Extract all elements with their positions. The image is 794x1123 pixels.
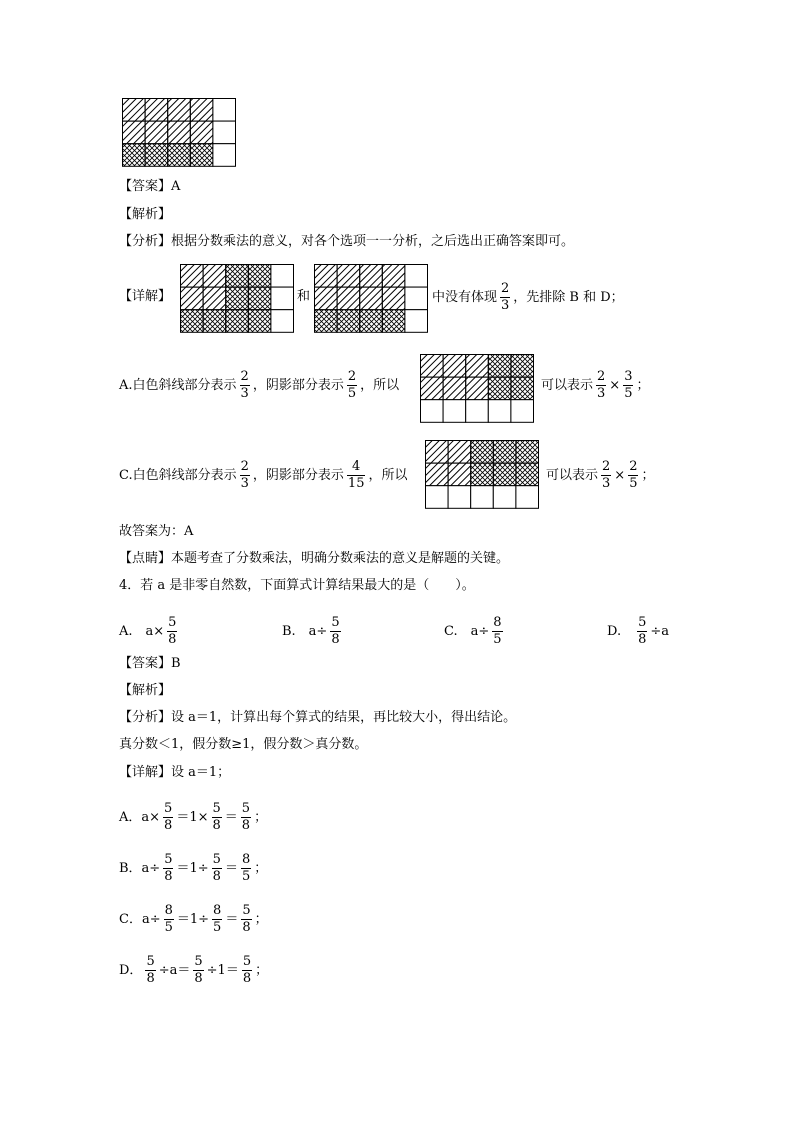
diagonal-hatched-cell <box>203 265 226 288</box>
cross-hatched-cell <box>181 310 204 333</box>
answer-line-1 <box>119 178 180 196</box>
fraction: $\frac{8}{5}$ <box>493 615 502 647</box>
fraction: $\frac{2}{3}$ <box>240 369 249 401</box>
blank-cell <box>448 486 471 509</box>
figure-grid-option-a <box>420 354 534 423</box>
calc-d-l0: D． <box>119 962 143 978</box>
cross-hatched-cell <box>203 310 226 333</box>
fenxi-line-2 <box>119 709 516 727</box>
choice-b-pre: B. a÷ <box>282 623 328 639</box>
fraction: $\frac{5}{8}$ <box>146 954 155 986</box>
blank-cell <box>271 310 294 333</box>
fraction-2-3: $\frac{2}{3}$ <box>501 281 510 313</box>
cross-hatched-cell <box>511 377 534 400</box>
diagonal-hatched-cell <box>123 121 146 144</box>
blank-cell <box>466 400 489 423</box>
diagonal-hatched-cell <box>466 355 489 378</box>
fraction: $\frac{5}{8}$ <box>241 801 251 833</box>
diagonal-hatched-cell <box>315 287 338 310</box>
blank-cell <box>516 486 539 509</box>
grid-svg <box>425 440 539 509</box>
answer-value: A <box>171 179 181 194</box>
calc-c-l2: ＝1÷ <box>176 911 210 927</box>
calc-c-l1: C．a÷ <box>119 911 161 927</box>
fenxi-label: 【分析】 <box>119 710 172 725</box>
question-4 <box>119 577 475 595</box>
fraction: $\frac{5}{8}$ <box>212 852 221 884</box>
opt-c-t2: ，阴影部分表示 <box>252 467 344 483</box>
blank-cell <box>421 400 444 423</box>
grid-svg <box>180 264 294 333</box>
fraction: $\frac{5}{8}$ <box>194 954 203 986</box>
diagonal-hatched-cell <box>360 265 383 288</box>
cross-hatched-cell <box>226 265 249 288</box>
cross-hatched-cell <box>123 144 146 167</box>
fraction: $\frac{8}{5}$ <box>241 852 251 884</box>
analysis-heading-2 <box>119 682 171 700</box>
fraction: $\frac{5}{8}$ <box>242 903 251 935</box>
fraction: $\frac{2}{3}$ <box>597 369 606 401</box>
cross-hatched-cell <box>315 310 338 333</box>
figure-grid-detail-b <box>314 264 428 333</box>
cross-hatched-cell <box>190 144 213 167</box>
calc-a-l4: ； <box>254 809 268 825</box>
dianjing-label: 【点睛】 <box>119 551 172 566</box>
opt-a-t4: 可以表示 <box>541 377 594 393</box>
fraction: $\frac{5}{8}$ <box>638 615 647 647</box>
cross-hatched-cell <box>226 287 249 310</box>
calc-a-l3: ＝ <box>224 809 238 825</box>
opt-c-t4: 可以表示 <box>546 467 599 483</box>
grid-svg <box>314 264 428 333</box>
diagonal-hatched-cell <box>145 99 168 122</box>
conclusion-text: 故答案为：A <box>119 524 194 539</box>
fraction: $\frac{2}{5}$ <box>347 369 357 401</box>
diagonal-hatched-cell <box>443 377 466 400</box>
blank-cell <box>213 121 236 144</box>
xiangjie-label: 【详解】 <box>119 765 172 780</box>
cross-hatched-cell <box>511 355 534 378</box>
cross-hatched-cell <box>226 310 249 333</box>
blank-cell <box>426 486 449 509</box>
calc-b-l3: ＝ <box>224 860 238 876</box>
cross-hatched-cell <box>471 441 494 464</box>
diagonal-hatched-cell <box>448 441 471 464</box>
fraction: $\frac{8}{5}$ <box>213 903 222 935</box>
calc-b <box>119 853 267 884</box>
diagonal-hatched-cell <box>181 265 204 288</box>
opt-c-t3: ，所以 <box>368 467 408 483</box>
calc-b-l4: ； <box>254 860 268 876</box>
fraction: $\frac{2}{3}$ <box>602 459 611 491</box>
option-a-explanation <box>119 370 399 401</box>
xiangjie-text2: ，先排除 B 和 D； <box>513 289 624 305</box>
diagonal-hatched-cell <box>168 121 191 144</box>
calc-d-l1: ÷a＝ <box>158 962 191 978</box>
blank-cell <box>443 400 466 423</box>
choice-d <box>607 616 669 647</box>
fraction: $\frac{5}{8}$ <box>164 801 173 833</box>
analysis-heading-1 <box>119 206 171 224</box>
fraction: $\frac{2}{3}$ <box>240 459 249 491</box>
fraction: $\frac{5}{8}$ <box>212 801 221 833</box>
times-sign: × <box>609 377 621 393</box>
calc-b-l2: ＝1÷ <box>176 860 209 876</box>
calc-c-l3: ＝ <box>225 911 239 927</box>
fraction: $\frac{3}{5}$ <box>624 369 633 401</box>
diagonal-hatched-cell <box>421 355 444 378</box>
fenxi-line-1 <box>119 233 574 251</box>
blank-cell <box>271 287 294 310</box>
calc-a-l2: ＝1× <box>176 809 209 825</box>
diagonal-hatched-cell <box>421 377 444 400</box>
cross-hatched-cell <box>488 355 511 378</box>
diagonal-hatched-cell <box>382 287 405 310</box>
option-a-expression <box>541 370 650 401</box>
diagonal-hatched-cell <box>123 99 146 122</box>
answer-label: 【答案】 <box>119 656 172 671</box>
rule-line <box>119 736 367 754</box>
blank-cell <box>471 486 494 509</box>
cross-hatched-cell <box>248 310 271 333</box>
opt-c-t1: C.白色斜线部分表示 <box>119 467 237 483</box>
xiangjie-text-1 <box>432 282 624 313</box>
fenxi-text: 设 a＝1，计算出每个算式的结果，再比较大小，得出结论。 <box>171 710 517 725</box>
blank-cell <box>213 99 236 122</box>
answer-value: B <box>171 656 181 671</box>
diagonal-hatched-cell <box>448 463 471 486</box>
cross-hatched-cell <box>360 310 383 333</box>
analysis-label: 【解析】 <box>119 683 172 698</box>
calc-c <box>119 904 268 935</box>
diagonal-hatched-cell <box>360 287 383 310</box>
cross-hatched-cell <box>382 310 405 333</box>
blank-cell <box>405 265 428 288</box>
diagonal-hatched-cell <box>315 265 338 288</box>
figure-grid-detail-a <box>180 264 294 333</box>
blank-cell <box>493 486 516 509</box>
xiangjie-text: 设 a＝1； <box>171 765 231 780</box>
calc-a-l1: A．a× <box>119 809 161 825</box>
diagonal-hatched-cell <box>426 463 449 486</box>
calc-d-l4: ； <box>255 962 269 978</box>
connector-he <box>297 288 310 306</box>
fraction: $\frac{4}{15}$ <box>347 459 365 491</box>
dianjing-line-1 <box>119 550 509 568</box>
grid-svg <box>420 354 534 423</box>
analysis-label: 【解析】 <box>119 207 172 222</box>
opt-a-t5: ； <box>636 377 650 393</box>
calc-a <box>119 802 267 833</box>
connector-text: 和 <box>297 289 311 304</box>
fraction: $\frac{2}{5}$ <box>629 459 638 491</box>
diagonal-hatched-cell <box>168 99 191 122</box>
xiangjie-text1: 中没有体现 <box>432 289 498 305</box>
choice-b <box>282 616 344 647</box>
diagonal-hatched-cell <box>426 441 449 464</box>
answer-line-2 <box>119 655 181 673</box>
diagonal-hatched-cell <box>145 121 168 144</box>
xiangjie-label: 【详解】 <box>119 289 172 304</box>
cross-hatched-cell <box>337 310 360 333</box>
times-sign: × <box>614 467 626 483</box>
grid-svg <box>122 98 236 167</box>
opt-a-t3: ，所以 <box>360 377 400 393</box>
diagonal-hatched-cell <box>337 287 360 310</box>
fenxi-text: 根据分数乘法的意义，对各个选项一一分析，之后选出正确答案即可。 <box>171 234 575 249</box>
blank-cell <box>405 310 428 333</box>
fenxi-label: 【分析】 <box>119 234 172 249</box>
diagonal-hatched-cell <box>203 287 226 310</box>
answer-label: 【答案】 <box>119 179 172 194</box>
fraction: $\frac{5}{8}$ <box>164 852 173 884</box>
calc-c-l4: ； <box>254 911 268 927</box>
cross-hatched-cell <box>248 287 271 310</box>
cross-hatched-cell <box>488 377 511 400</box>
fraction: $\frac{5}{8}$ <box>331 615 340 647</box>
choice-a <box>119 616 180 647</box>
blank-cell <box>213 144 236 167</box>
conclusion-line-1 <box>119 523 193 541</box>
blank-cell <box>271 265 294 288</box>
diagonal-hatched-cell <box>443 355 466 378</box>
diagonal-hatched-cell <box>337 265 360 288</box>
fraction: $\frac{5}{8}$ <box>242 954 252 986</box>
opt-a-t1: A.白色斜线部分表示 <box>119 377 237 393</box>
cross-hatched-cell <box>516 463 539 486</box>
cross-hatched-cell <box>493 441 516 464</box>
choice-c <box>444 616 506 647</box>
question-4-text: 4．若 a 是非零自然数，下面算式计算结果最大的是（ ）。 <box>119 578 475 593</box>
diagonal-hatched-cell <box>190 121 213 144</box>
opt-a-t2: ，阴影部分表示 <box>252 377 344 393</box>
fraction: $\frac{5}{8}$ <box>168 615 177 647</box>
choice-d-pre: D. <box>607 623 635 639</box>
blank-cell <box>405 287 428 310</box>
calc-d-l2: ÷1＝ <box>206 962 239 978</box>
xiangjie-line-2 <box>119 764 230 782</box>
cross-hatched-cell <box>516 441 539 464</box>
diagonal-hatched-cell <box>382 265 405 288</box>
cross-hatched-cell <box>248 265 271 288</box>
figure-grid-option-c <box>425 440 539 509</box>
opt-c-t5: ； <box>641 467 655 483</box>
cross-hatched-cell <box>168 144 191 167</box>
diagonal-hatched-cell <box>466 377 489 400</box>
figure-grid-top <box>122 98 236 167</box>
calc-b-l1: B．a÷ <box>119 860 161 876</box>
cross-hatched-cell <box>493 463 516 486</box>
rule-text: 真分数＜1，假分数≥1，假分数＞真分数。 <box>119 737 368 752</box>
diagonal-hatched-cell <box>181 287 204 310</box>
blank-cell <box>511 400 534 423</box>
choice-d-post: ÷a <box>650 623 670 639</box>
cross-hatched-cell <box>471 463 494 486</box>
dianjing-text: 本题考查了分数乘法，明确分数乘法的意义是解题的关键。 <box>171 551 510 566</box>
choice-c-pre: C. a÷ <box>444 623 490 639</box>
calc-d <box>119 955 268 986</box>
fraction: $\frac{8}{5}$ <box>164 903 173 935</box>
xiangjie-label-1 <box>119 288 171 306</box>
blank-cell <box>488 400 511 423</box>
cross-hatched-cell <box>145 144 168 167</box>
option-c-expression <box>546 460 655 491</box>
diagonal-hatched-cell <box>190 99 213 122</box>
choice-a-pre: A. a× <box>119 623 165 639</box>
option-c-explanation <box>119 460 407 491</box>
